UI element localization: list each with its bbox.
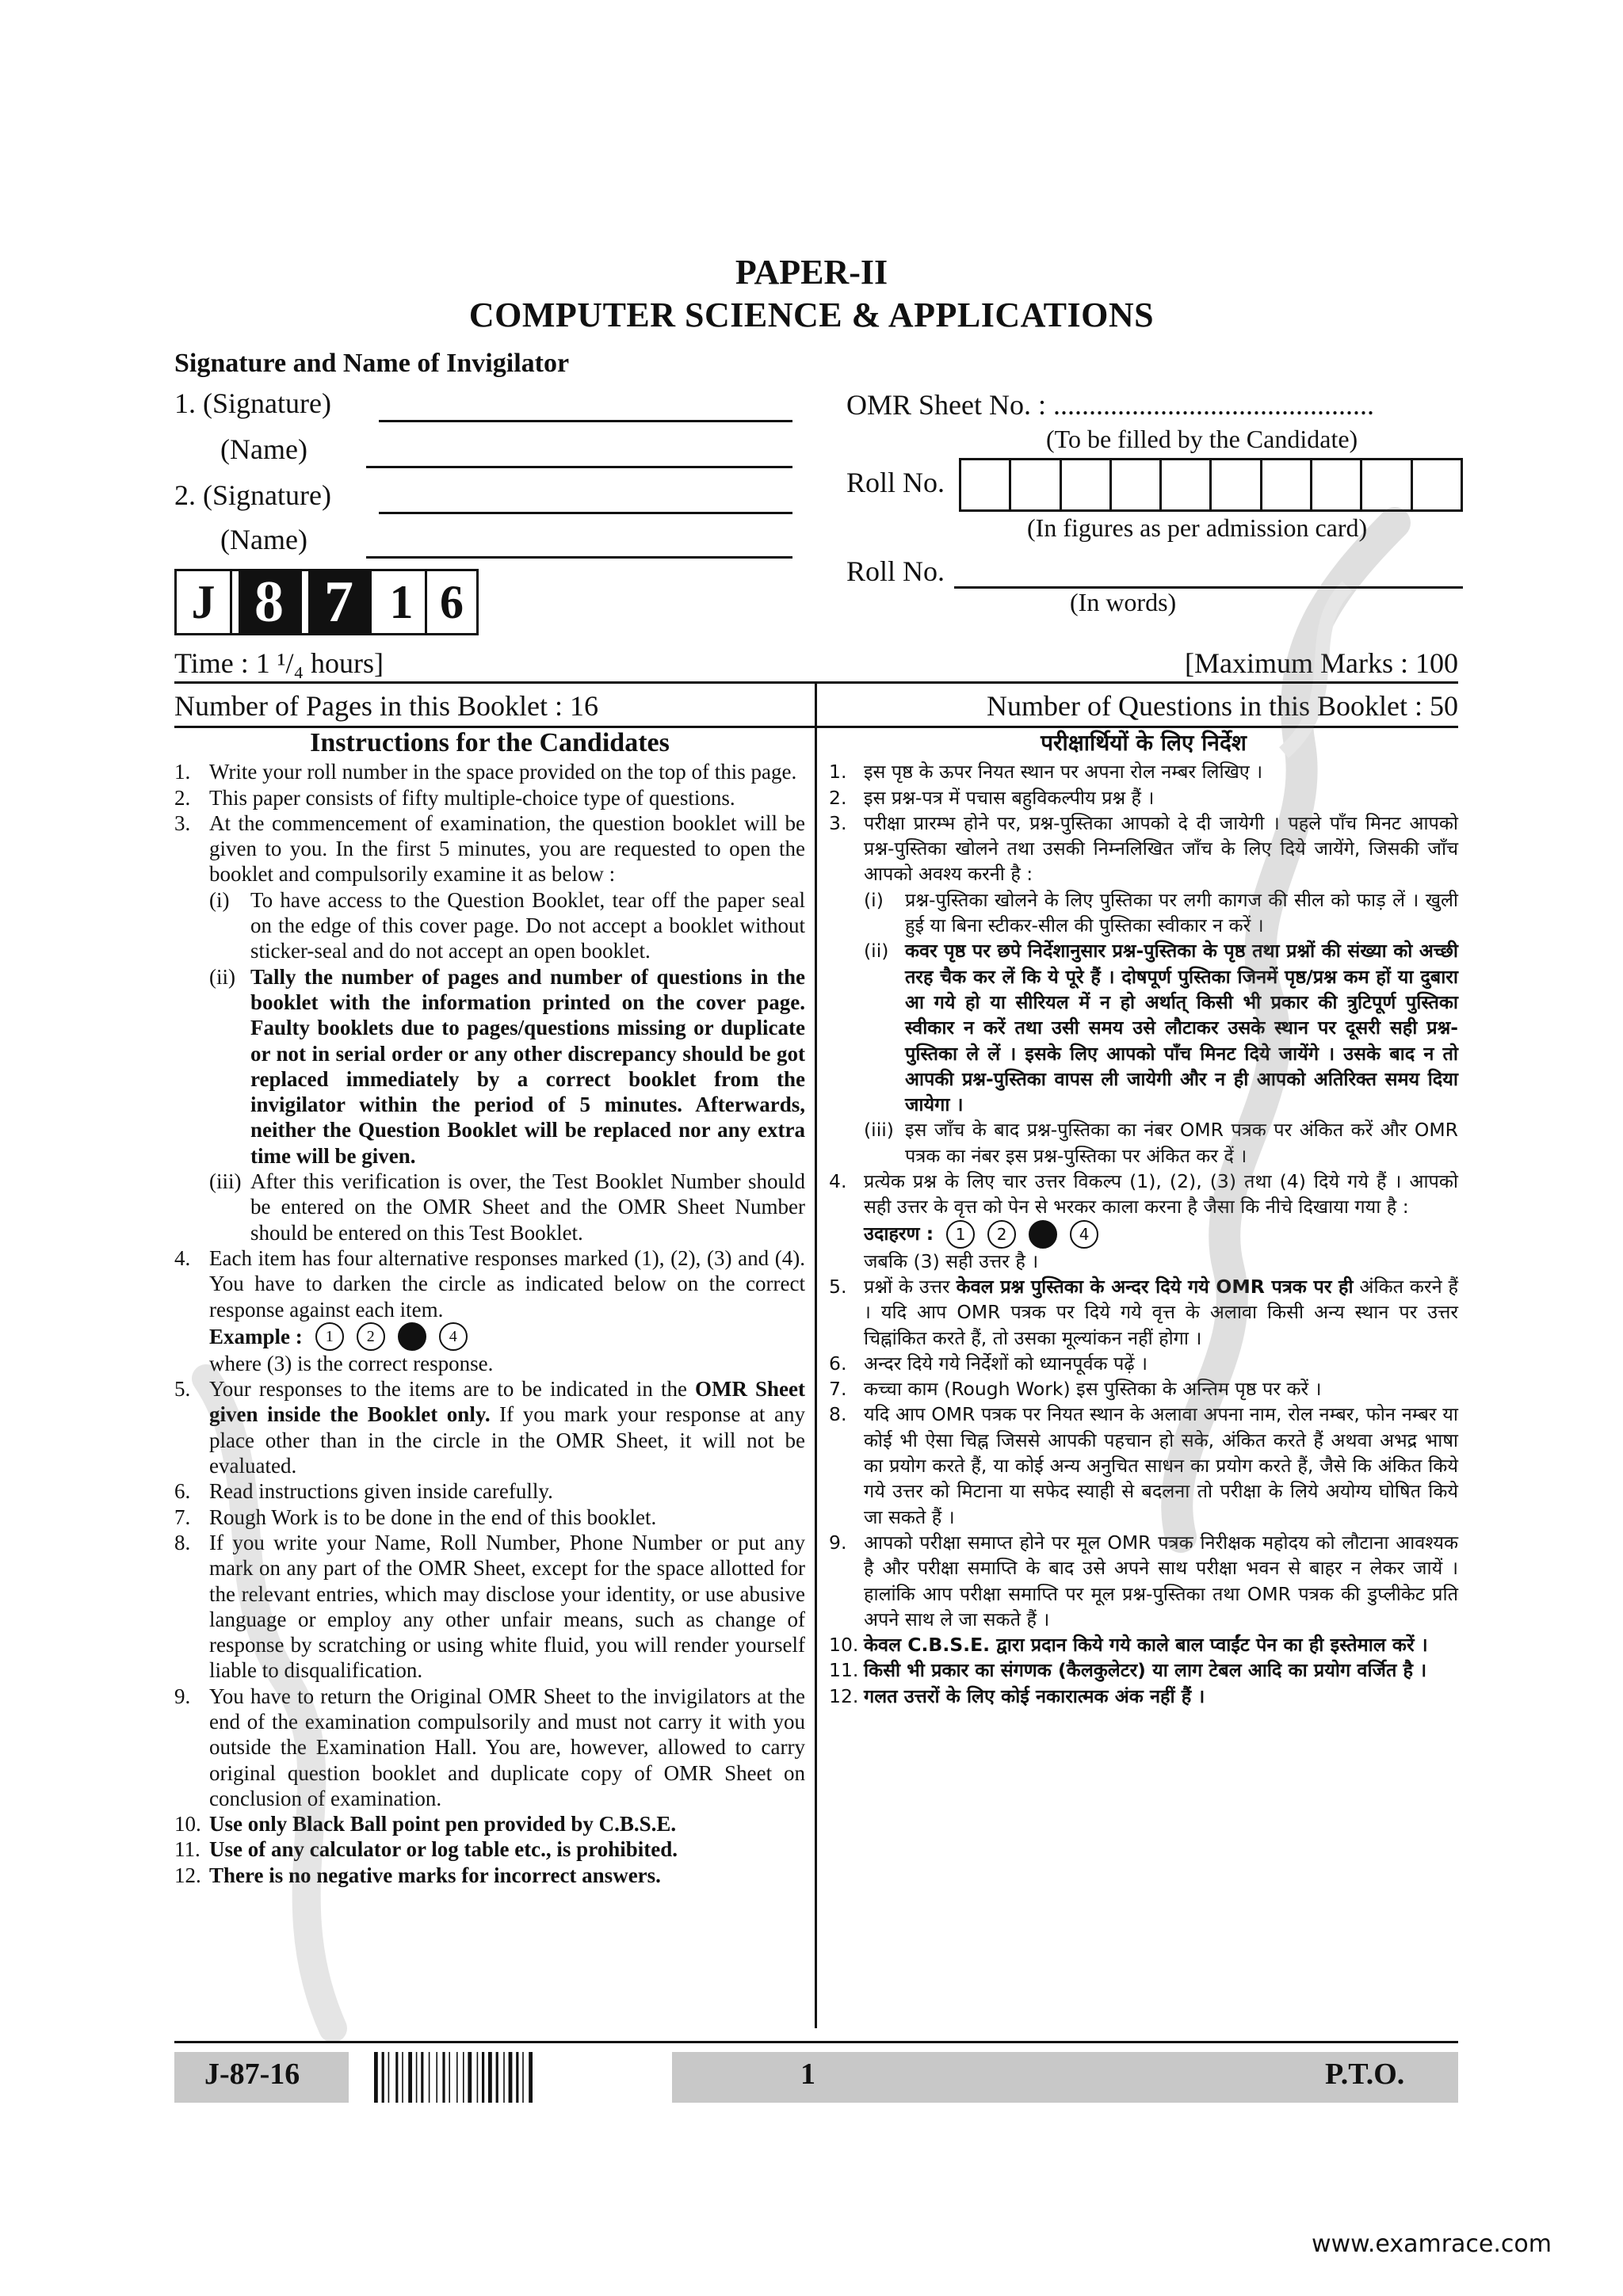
english-heading: Instructions for the Candidates [310, 728, 670, 757]
column-divider [815, 681, 817, 2028]
roll-digit-box[interactable] [961, 460, 1011, 509]
hindi-instruction-7: कच्चा काम (Rough Work) इस पुस्तिका के अन्तिम पृष्ठ पर करें । [864, 1378, 1322, 1401]
hindi-instruction-10: केवल C.B.S.E. द्वारा प्रदान किये गये काले बाल प्वाईंट पेन का ही इस्तेमाल करें । [864, 1634, 1428, 1657]
paper-title: PAPER-II [735, 253, 888, 292]
watermark-graphic [174, 1347, 380, 2060]
hindi-instruction-3iii: इस जाँच के बाद प्रश्न-पुस्तिका का नंबर OMR पत्रक पर अंकित करें और OMR पत्रक का नंबर इस प्रश्न-पुस्तिका पर अंकित कर दें । [905, 1119, 1458, 1167]
option-4-circle: 4 [1070, 1220, 1098, 1249]
hindi-instruction-1: इस पृष्ठ के ऊपर नियत स्थान पर अपना रोल नम्बर लिखिए । [864, 761, 1263, 784]
barcode-bar [522, 2052, 524, 2103]
hindi-instruction-6: अन्दर दिये गये निर्देशों को ध्यानपूर्वक पढ़ें । [864, 1352, 1148, 1375]
signature-2-line[interactable] [379, 512, 792, 514]
hindi-instruction-11: किसी भी प्रकार का संगणक (कैलकुलेटर) या लाग टेबल आदि का प्रयोग वर्जित है । [864, 1659, 1427, 1682]
hindi-instruction-8: यदि आप OMR पत्रक पर नियत स्थान के अलावा अपना नाम, रोल नम्बर, फोन नम्बर या कोई भी ऐसा चिह्न जिससे आपकी पहचान हो सके, अंकित करते हैं अथवा अभद्र भाषा का प्रयोग करते हैं, या कोई अन्य अनुचित साधन का प्रयोग करते हैं, जैसे कि अंकित किये गये उत्तर को मिटाना या सफेद स्याही से बदलना तो परीक्षा के लिये अयोग्य घोषित किये जा सकते हैं । [864, 1403, 1458, 1528]
barcode-bar [416, 2052, 418, 2103]
instruction-6: Read instructions given inside carefully. [209, 1479, 553, 1504]
hindi-example-note: जबकि (3) सही उत्तर है । [864, 1249, 1039, 1272]
hindi-instruction-3i: प्रश्न-पुस्तिका खोलने के लिए पुस्तिका पर लगी कागज की सील को फाड़ लें । खुली हुई या बिना स्टीकर-सील की पुस्तिका स्वीकार न करें । [905, 888, 1458, 937]
barcode-bar [436, 2052, 437, 2103]
roll-digit-box[interactable] [1011, 460, 1061, 509]
barcode-bar [408, 2052, 412, 2103]
omr-note: (To be filled by the Candidate) [1046, 425, 1358, 453]
code-char: 6 [440, 575, 464, 628]
pto-label: P.T.O. [1325, 2058, 1405, 2091]
barcode-bar [496, 2052, 498, 2103]
barcode-bar [456, 2052, 458, 2103]
hindi-instruction-4: प्रत्येक प्रश्न के लिए चार उत्तर विकल्प (1), (2), (3) तथा (4) दिये गये हैं । आपको सही उत्तर के वृत्त को पेन से भरकर काला करना है जैसा कि नीचे दिखाया गया है : [864, 1170, 1458, 1219]
barcode-bar [509, 2052, 513, 2103]
hindi-instruction-3ii: कवर पृष्ठ पर छपे निर्देशानुसार प्रश्न-पुस्तिका के पृष्ठ तथा प्रश्नों की संख्या को अच्छी तरह चैक कर लें कि ये पूरे हैं । दोषपूर्ण पुस्तिका जिनमें पृष्ठ/प्रश्न कम हों या दुबारा आ गये हो या सीरियल में न हो अर्थात् किसी भी प्रकार की त्रुटिपूर्ण पुस्तिका स्वीकार न करें तथा उसी समय उसे लौटाकर उसके स्थान पर दूसरी सही प्रश्न-पुस्तिका ले लें । इसके लिए आपको पाँच मिनट दिये जायेंगे । उसके बाद न तो आपकी प्रश्न-पुस्तिका वापस ली जायेगी और न ही आपको अतिरिक्त समय दिया जायेगा । [905, 940, 1458, 1116]
option-2-circle: 2 [357, 1322, 385, 1351]
hindi-instruction-5-part: अंकित करने हैं । यदि आप OMR पत्रक पर दिये गये वृत्त के अलावा किसी अन्य स्थान पर उत्तर चिह्नांकित करते हैं, तो उसका मूल्यांकन नहीं होगा । [864, 1275, 1458, 1349]
barcode-bar [388, 2052, 390, 2103]
roll-words-note: (In words) [1070, 588, 1177, 616]
questions-count: Number of Questions in this Booklet : 50 [987, 690, 1458, 722]
signature-2-label: 2. (Signature) [174, 479, 331, 511]
max-marks-label: [Maximum Marks : 100 [1185, 647, 1458, 679]
instruction-2: This paper consists of fifty multiple-choice type of questions. [209, 785, 735, 810]
page-number: 1 [800, 2058, 815, 2091]
instruction-10: Use only Black Ball point pen provided by C.B.S.E. [209, 1812, 677, 1836]
barcode-bar [382, 2052, 384, 2103]
hindi-instruction-9: आपको परीक्षा समाप्त होने पर मूल OMR पत्रक निरीक्षक महोदय को लौटाना आवश्यक है और परीक्षा समाप्ति के बाद उसे अपने साथ परीक्षा भवन से बाहर न लेकर जायें । हालांकि आप परीक्षा समाप्ति पर मूल प्रश्न-पुस्तिका तथा OMR पत्रक की डुप्लीकेट प्रति अपने साथ ले जा सकते हैं । [864, 1531, 1458, 1630]
example-label: Example : [209, 1324, 303, 1348]
code-char: 7 [308, 571, 372, 633]
barcode-bar [429, 2052, 430, 2103]
name-2-label: (Name) [220, 524, 307, 555]
code-char: 1 [378, 571, 427, 633]
instruction-5-part: If you mark your response at any place other than in the circle in the OMR Sheet, it will not be evaluated. [209, 1402, 805, 1478]
hindi-instruction-3: परीक्षा प्रारम्भ होने पर, प्रश्न-पुस्तिका आपको दे दी जायेगी । पहले पाँच मिनट आपको प्रश्न-पुस्तिका खोलने तथा उसकी निम्नलिखित जाँच के लिए दिये जायेंगे, जिसकी जाँच आपको अवश्य करनी है : [864, 811, 1458, 886]
instruction-7: Rough Work is to be done in the end of this booklet. [209, 1505, 657, 1529]
code-char: J [177, 571, 232, 633]
pages-count: Number of Pages in this Booklet : 16 [174, 690, 598, 722]
hindi-example-label: उदाहरण : [864, 1222, 934, 1245]
option-3-filled-circle [398, 1322, 426, 1351]
barcode-bar [482, 2052, 484, 2103]
barcode-bar [402, 2052, 403, 2103]
barcode-bar [488, 2052, 492, 2103]
instruction-3ii: Tally the number of pages and number of questions in the booklet with the information printed on the cover page. Faulty booklets due to pages/questions missing or duplicate or not in serial order or any other discrepancy should be got replaced immediately by a correct booklet from the invigilator within the period of 5 minutes. Afterwards, neither the Question Booklet will be replaced nor any extra time will be given. [250, 964, 805, 1168]
signature-1-line[interactable] [379, 420, 792, 422]
footer-divider [174, 2041, 1458, 2043]
instruction-4: Each item has four alternative responses marked (1), (2), (3) and (4). You have to darken the circle as indicated below on the correct response against each item. [209, 1245, 805, 1322]
barcode-bar [374, 2052, 378, 2103]
barcode-bar [395, 2052, 398, 2103]
instruction-8: If you write your Name, Roll Number, Phone Number or put any mark on any part of the OMR Sheet, except for the space allotted for the relevant entries, which may disclose your identity, or use abusive language or employ any other unfair means, such as change of response by scratching or using white fluid, you will render yourself liable to disqualification. [209, 1530, 805, 1683]
instruction-5-part: Your responses to the items are to be indicated in the [209, 1377, 695, 1402]
watermark-graphic [1109, 491, 1442, 1680]
barcode-bar [421, 2052, 423, 2103]
instruction-5-bold: OMR Sheet given inside the Booklet only. [209, 1377, 805, 1427]
instruction-3: At the commencement of examination, the question booklet will be given to you. In the first 5 minutes, you are requested to open the booklet and compulsorily examine it as below : [209, 810, 805, 887]
instruction-11: Use of any calculator or log table etc., is prohibited. [209, 1837, 678, 1862]
hindi-instruction-2: इस प्रश्न-पत्र में पचास बहुविकल्पीय प्रश्न हैं । [864, 786, 1155, 809]
barcode-bar [442, 2052, 445, 2103]
barcode-bar [477, 2052, 479, 2103]
time-label: Time : 1 ¹/₄ hours] [174, 647, 384, 679]
barcode [372, 2052, 634, 2103]
signature-1-label: 1. (Signature) [174, 387, 331, 419]
instruction-3iii: After this verification is over, the Test Booklet Number should be entered on the OMR Sheet and the OMR Sheet Number should be entered on this Test Booklet. [250, 1169, 805, 1245]
instruction-12: There is no negative marks for incorrect answers. [209, 1863, 661, 1887]
option-3-filled-circle [1029, 1220, 1057, 1249]
roll-digit-box[interactable] [1062, 460, 1112, 509]
barcode-bar [449, 2052, 450, 2103]
instruction-1: Write your roll number in the space provided on the top of this page. [209, 760, 797, 784]
subject-title: COMPUTER SCIENCE & APPLICATIONS [468, 296, 1155, 334]
roll-no-label: Roll No. [846, 467, 945, 498]
hindi-instruction-12: गलत उत्तरों के लिए कोई नकारात्मक अंक नहीं हैं । [864, 1684, 1205, 1707]
name-2-line[interactable] [366, 556, 792, 559]
site-url: www.examrace.com [1312, 2230, 1552, 2258]
example-note: where (3) is the correct response. [209, 1351, 494, 1375]
option-2-circle: 2 [987, 1220, 1016, 1249]
barcode-bar [529, 2052, 533, 2103]
hindi-heading: परीक्षार्थियों के लिए निर्देश [1041, 730, 1247, 756]
barcode-bar [503, 2052, 505, 2103]
instruction-3i: To have access to the Question Booklet, tear off the paper seal on the edge of this cover page. Do not accept a booklet without sticker-seal and do not accept an open booklet. [250, 887, 805, 963]
english-instructions: Instructions for the Candidates 1. Write your roll number in the space provided on the top of this page. 2. This paper consists of fifty multiple-choice type of questions. 3. At the commencement of examination, the question booklet will be given to you. In the first 5 minutes, you are requested to open the booklet and compulsorily examine it as below : (i) To have access to the Question Booklet, tear off the paper seal on the edge of this cover page. Do not accept a booklet without sticker-seal and do not accept an open booklet. (ii) Tally the number of pages and number of questions in the booklet with the information printed on the cover page. Faulty booklets due to pages/questions missing or duplicate or not in serial order or any other discrepancy should be got replaced immediately by a correct booklet from the invigilator within the period of 5 minutes. Afterwards, neither the Question Booklet will be replaced nor any extra time will be given. (iii) After this verification is over, the Test Booklet Number should be entered on the OMR Sheet and the OMR Sheet Number should be entered on this Test Booklet. 4. Each item has four alternative responses marked (1), (2), (3) and (4). You have to darken the circle as indicated below on the correct response against each item. Example : 1 2 4 where (3) is the correct response. 5. Your responses to the items are to be indicated in the OMR Sheet given inside the Booklet only. If you mark your response at any place other than in the circle in the OMR Sheet, it will not be evaluated. 6. Read instructions given inside carefully. 7. Rough Work is to be done in the end of this booklet. 8. If you write your Name, Roll Number, Phone Number or put any mark on any part of the OMR Sheet, except for the space allotted for the relevant entries, which may disclose your identity, or use abusive language or employ any other unfair means, such as change of response by scratching or using white fluid, you will render yourself liable to disqualification. 9. You have to return the Original OMR Sheet to the invigilators at the end of the examination compulsorily and must not carry it with you outside the Examination Hall. You are, however, allowed to carry original question booklet and duplicate copy of OMR Sheet on conclusion of examination. 10. Use only Black Ball point pen provided by C.B.S.E. 11. Use of any calculator or log table etc., is prohibited. 12. There is no negative marks for incorrect answers. [174, 728, 805, 1887]
option-1-circle: 1 [315, 1322, 344, 1351]
roll-figures-note: (In figures as per admission card) [1027, 513, 1368, 542]
instruction-9: You have to return the Original OMR Sheet to the invigilators at the end of the examination compulsorily and must not carry it with you outside the Examination Hall. You are, however, allowed to carry original question booklet and duplicate copy of OMR Sheet on conclusion of examination. [209, 1684, 805, 1810]
name-1-label: (Name) [220, 433, 307, 465]
option-4-circle: 4 [439, 1322, 468, 1351]
booklet-code [174, 569, 479, 635]
invigilator-heading: Signature and Name of Invigilator [174, 349, 570, 378]
barcode-bar [468, 2052, 472, 2103]
omr-sheet-label: OMR Sheet No. : ............................................. [846, 389, 1374, 421]
footer-code: J-87-16 [204, 2058, 300, 2091]
barcode-bar [463, 2052, 464, 2103]
barcode-bar [516, 2052, 518, 2103]
option-1-circle: 1 [946, 1220, 975, 1249]
hindi-instructions: परीक्षार्थियों के लिए निर्देश 1. इस पृष्ठ के ऊपर नियत स्थान पर अपना रोल नम्बर लिखिए । 2. इस प्रश्न-पत्र में पचास बहुविकल्पीय प्रश्न हैं । 3. परीक्षा प्रारम्भ होने पर, प्रश्न-पुस्तिका आपको दे दी जायेगी । पहले पाँच मिनट आपको प्रश्न-पुस्तिका खोलने तथा उसकी निम्नलिखित जाँच के लिए दिये जायेंगे, जिसकी जाँच आपको अवश्य करनी है : (i) प्रश्न-पुस्तिका खोलने के लिए पुस्तिका पर लगी कागज की सील को फाड़ लें । खुली हुई या बिना स्टीकर-सील की पुस्तिका स्वीकार न करें । (ii) कवर पृष्ठ पर छपे निर्देशानुसार प्रश्न-पुस्तिका के पृष्ठ तथा प्रश्नों की संख्या को अच्छी तरह चैक कर लें कि ये पूरे हैं । दोषपूर्ण पुस्तिका जिनमें पृष्ठ/प्रश्न कम हों या दुबारा आ गये हो या सीरियल में न हो अर्थात् किसी भी प्रकार की त्रुटिपूर्ण पुस्तिका स्वीकार न करें तथा उसी समय उसे लौटाकर उसके स्थान पर दूसरी सही प्रश्न-पुस्तिका ले लें । इसके लिए आपको पाँच मिनट दिये जायेंगे । उसके बाद न तो आपकी प्रश्न-पुस्तिका वापस ली जायेगी और न ही आपको अतिरिक्त समय दिया जायेगा । (iii) इस जाँच के बाद प्रश्न-पुस्तिका का नंबर OMR पत्रक पर अंकित करें और OMR पत्रक का नंबर इस प्रश्न-पुस्तिका पर अंकित कर दें । 4. प्रत्येक प्रश्न के लिए चार उत्तर विकल्प (1), (2), (3) तथा (4) दिये गये हैं । आपको सही उत्तर के वृत्त को पेन से भरकर काला करना है जैसा कि नीचे दिखाया गया है : उदाहरण : 1 2 4 जबकि (3) सही उत्तर है । 5. प्रश्नों के उत्तर केवल प्रश्न पुस्तिका के अन्दर दिये गये OMR पत्रक पर ही अंकित करने हैं । यदि आप OMR पत्रक पर दिये गये वृत्त के अलावा किसी अन्य स्थान पर उत्तर चिह्नांकित करते हैं, तो उसका मूल्यांकन नहीं होगा । 6. अन्दर दिये गये निर्देशों को ध्यानपूर्वक पढ़ें । 7. कच्चा काम (Rough Work) इस पुस्तिका के अन्तिम पृष्ठ पर करें । 8. यदि आप OMR पत्रक पर नियत स्थान के अलावा अपना नाम, रोल नम्बर, फोन नम्बर या कोई भी ऐसा चिह्न जिससे आपकी पहचान हो सके, अंकित करते हैं अथवा अभद्र भाषा का प्रयोग करते हैं, या कोई अन्य अनुचित साधन का प्रयोग करते हैं, जैसे कि अंकित किये गये उत्तर को मिटाना या सफेद स्याही से बदलना तो परीक्षा के लिये अयोग्य घोषित किये जा सकते हैं । 9. आपको परीक्षा समाप्त होने पर मूल OMR पत्रक निरीक्षक महोदय को लौटाना आवश्यक है और परीक्षा समाप्ति के बाद उसे अपने साथ परीक्षा भवन से बाहर न लेकर जायें । हालांकि आप परीक्षा समाप्ति पर मूल प्रश्न-पुस्तिका तथा OMR पत्रक की डुप्लीकेट प्रति अपने साथ ले जा सकते हैं । 10. केवल C.B.S.E. द्वारा प्रदान किये गये काले बाल प्वाईंट पेन का ही इस्तेमाल करें । 11. किसी भी प्रकार का संगणक (कैलकुलेटर) या लाग टेबल आदि का प्रयोग वर्जित है । 12. गलत उत्तरों के लिए कोई नकारात्मक अंक नहीं हैं । [829, 730, 1458, 1709]
hindi-instruction-5-bold: केवल प्रश्न पुस्तिका के अन्दर दिये गये OMR पत्रक पर ही [956, 1275, 1354, 1298]
name-1-line[interactable] [366, 466, 792, 468]
code-char: 8 [239, 571, 302, 633]
hindi-instruction-5-part: प्रश्नों के उत्तर [864, 1275, 957, 1298]
roll-words-label: Roll No. [846, 555, 945, 587]
